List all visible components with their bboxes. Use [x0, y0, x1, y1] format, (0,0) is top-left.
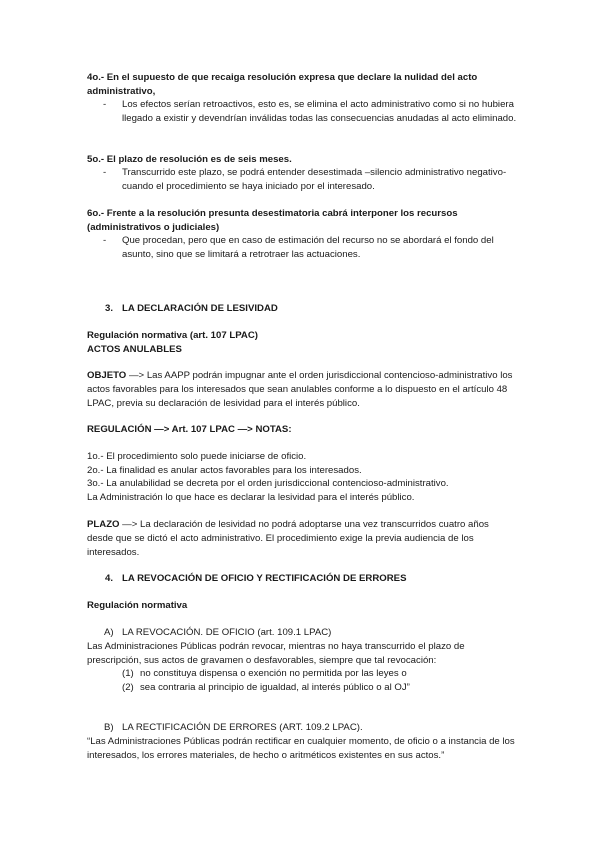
- point-5-heading: 5o.- El plazo de resolución es de seis meses.: [87, 154, 292, 165]
- point-6-bullet: Que procedan, pero que en caso de estimación del recurso no se abordará el fondo del asunto, sino que se limitará a retrotraer las actuaciones.: [122, 235, 494, 260]
- section-number: 4.: [105, 573, 114, 584]
- actos-anulables: ACTOS ANULABLES: [87, 344, 182, 355]
- plazo-arrow: —>: [119, 519, 141, 530]
- nota-2: 2o.- La finalidad es anular actos favorables para los interesados.: [87, 465, 362, 476]
- subsection-a-letter: A): [104, 627, 114, 638]
- item-1-number: (1): [122, 668, 134, 679]
- plazo-text: La declaración de lesividad no podrá adoptarse una vez transcurridos cuatro años desde que se dictó el acto administrativo. El procedimiento exige la previa audiencia de los interesados.: [87, 519, 489, 558]
- regulacion-normativa-4: Regulación normativa: [87, 600, 188, 611]
- nota-3: 3o.- La anulabilidad se decreta por el orden jurisdiccional contencioso-administrativo.: [87, 478, 449, 489]
- item-2-number: (2): [122, 682, 134, 693]
- section-title: LA DECLARACIÓN DE LESIVIDAD: [122, 303, 278, 314]
- revocacion-text: Las Administraciones Públicas podrán revocar, mientras no haya transcurrido el plazo de prescripción, sus actos de gravamen o desfavorables, siempre que tal revocación:: [87, 641, 465, 666]
- objeto-paragraph: [87, 369, 517, 411]
- plazo-label: PLAZO: [87, 519, 120, 530]
- regulacion-normativa: Regulación normativa (art. 107 LPAC): [87, 330, 258, 341]
- point-5-bullet: Transcurrido este plazo, se podrá entender desestimada –silencio administrativo negativo- cuando el procedimiento se haya iniciado por el interesado.: [122, 167, 507, 192]
- bullet-dash: -: [103, 167, 107, 178]
- point-4-bullet: Los efectos serían retroactivos, esto es, se elimina el acto administrativo como si no hubiera llegado a existir y devendrían inválidas todas las consecuencias anudadas al acto eliminado.: [122, 99, 517, 124]
- section-number: 3.: [105, 303, 114, 314]
- bullet-dash: -: [103, 99, 107, 110]
- plazo-paragraph: [87, 518, 517, 560]
- objeto-label: OBJETO: [87, 370, 127, 381]
- subsection-b-letter: B): [104, 722, 114, 733]
- point-4-heading: 4o.- En el supuesto de que recaiga resolución expresa que declare la nulidad del acto administrativo,: [87, 72, 478, 97]
- bullet-dash: -: [103, 235, 107, 246]
- objeto-text: Las AAPP podrán impugnar ante el orden jurisdiccional contencioso-administrativo los actos favorables para los interesados que sean anulables conforme a lo dispuesto en el artículo 48 LPAC, previa su declaración de lesividad para el interés público.: [87, 370, 513, 409]
- item-2-text: sea contraria al principio de igualdad, al interés público o al OJ”: [140, 682, 410, 693]
- nota-1: 1o.- El procedimiento solo puede iniciarse de oficio.: [87, 451, 307, 462]
- item-1-text: no constituya dispensa o exención no permitida por las leyes o: [140, 668, 407, 679]
- subsection-b-title: LA RECTIFICACIÓN DE ERRORES (ART. 109.2 LPAC).: [122, 722, 363, 733]
- rectificacion-text: “Las Administraciones Públicas podrán rectificar en cualquier momento, de oficio o a instancia de los interesados, los errores materiales, de hecho o aritméticos existentes en sus actos.”: [87, 736, 515, 761]
- subsection-a-title: LA REVOCACIÓN. DE OFICIO (art. 109.1 LPAC): [122, 627, 332, 638]
- nota-4: La Administración lo que hace es declarar la lesividad para el interés público.: [87, 492, 415, 503]
- point-6-heading: 6o.- Frente a la resolución presunta desestimatoria cabrá interponer los recursos (administrativos o judiciales): [87, 208, 458, 233]
- objeto-arrow: —>: [126, 370, 147, 381]
- regulacion-notas: REGULACIÓN —> Art. 107 LPAC —> NOTAS:: [87, 424, 292, 435]
- section-title: LA REVOCACIÓN DE OFICIO Y RECTIFICACIÓN DE ERRORES: [122, 573, 407, 584]
